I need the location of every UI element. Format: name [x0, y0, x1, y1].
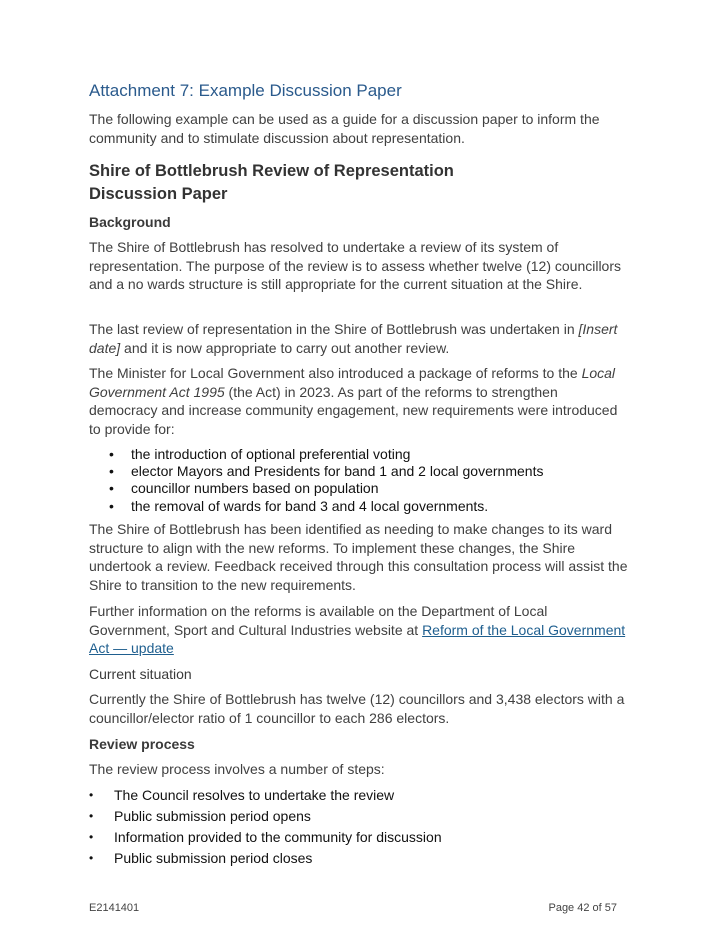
- list-item: • Public submission period opens: [89, 806, 442, 827]
- document-title: [89, 160, 454, 205]
- list-item: • elector Mayors and Presidents for band 1 and 2 local governments: [109, 463, 544, 480]
- background-paragraph-1: The Shire of Bottlebrush has resolved to undertake a review of its system of representation. The purpose of the review is to assess whether twelve (12) councillors and a no wards structure is still appropriate for the current situation at the Shire.: [89, 239, 622, 292]
- attachment-title: Attachment 7: Example Discussion Paper: [89, 81, 402, 100]
- bullet-icon: •: [109, 497, 114, 514]
- p3-suffix: (the Act) in 2023. As part of the reforms to strengthen democracy and increase community engagement, new requirements were introduced to provide for:: [89, 383, 618, 437]
- p2-suffix: and it is now appropriate to carry out another review.: [120, 339, 450, 356]
- list-item: • Information provided to the community for discussion: [89, 827, 442, 848]
- bullet-icon: •: [89, 809, 94, 823]
- bullet-icon: •: [109, 480, 114, 497]
- background-paragraph-4: The Shire of Bottlebrush has been identified as needing to make changes to its ward structure to align with the new reforms. To implement these changes, the Shire undertook a review. Feedback received through this consultation process will assist the Shire to transition to the new requirements.: [89, 521, 628, 593]
- insert-date-placeholder: [Insert date]: [89, 321, 618, 356]
- footer-page-number: Page 42 of 57: [548, 902, 617, 914]
- review-process-intro: The review process involves a number of steps:: [89, 761, 385, 777]
- review-steps-list: [89, 785, 442, 869]
- intro-paragraph: The following example can be used as a guide for a discussion paper to inform the community and to stimulate discussion about representation.: [89, 111, 600, 146]
- document-title-line2: Discussion Paper: [89, 184, 228, 203]
- current-situation-paragraph: Currently the Shire of Bottlebrush has twelve (12) councillors and 3,438 electors with a councillor/elector ratio of 1 councillor to each 286 electors.: [89, 691, 625, 726]
- reforms-list: [89, 446, 543, 515]
- p2-prefix: The last review of representation in the Shire of Bottlebrush was undertaken in: [89, 321, 579, 337]
- list-item: • Public submission period closes: [89, 848, 442, 869]
- list-item: • councillor numbers based on population: [109, 480, 379, 497]
- footer-document-id: E2141401: [89, 902, 140, 914]
- p5-prefix: Further information on the reforms is available on the Department of Local Government, Sport and Cultural Industries website at: [89, 603, 548, 638]
- bullet-icon: •: [89, 788, 94, 802]
- act-title: Local Government Act 1995: [89, 365, 616, 400]
- review-process-heading: Review process: [89, 736, 195, 752]
- list-item: • the removal of wards for band 3 and 4 local governments.: [109, 497, 489, 514]
- background-heading: Background: [89, 214, 171, 230]
- bullet-icon: •: [89, 830, 94, 844]
- background-paragraph-3: [89, 364, 629, 438]
- reform-update-link[interactable]: Reform of the Local Government Act — update: [89, 621, 626, 656]
- list-item: • the introduction of optional preferential voting: [109, 446, 411, 462]
- bullet-icon: •: [109, 446, 114, 462]
- background-paragraph-2: [89, 320, 629, 357]
- background-paragraph-5: [89, 602, 629, 658]
- p3-prefix: The Minister for Local Government also introduced a package of reforms to the: [89, 365, 582, 381]
- document-title-line1: Shire of Bottlebrush Review of Representation: [89, 162, 454, 180]
- list-item: • The Council resolves to undertake the review: [89, 785, 442, 806]
- bullet-icon: •: [89, 851, 94, 865]
- current-situation-heading: Current situation: [89, 666, 192, 682]
- bullet-icon: •: [109, 463, 114, 480]
